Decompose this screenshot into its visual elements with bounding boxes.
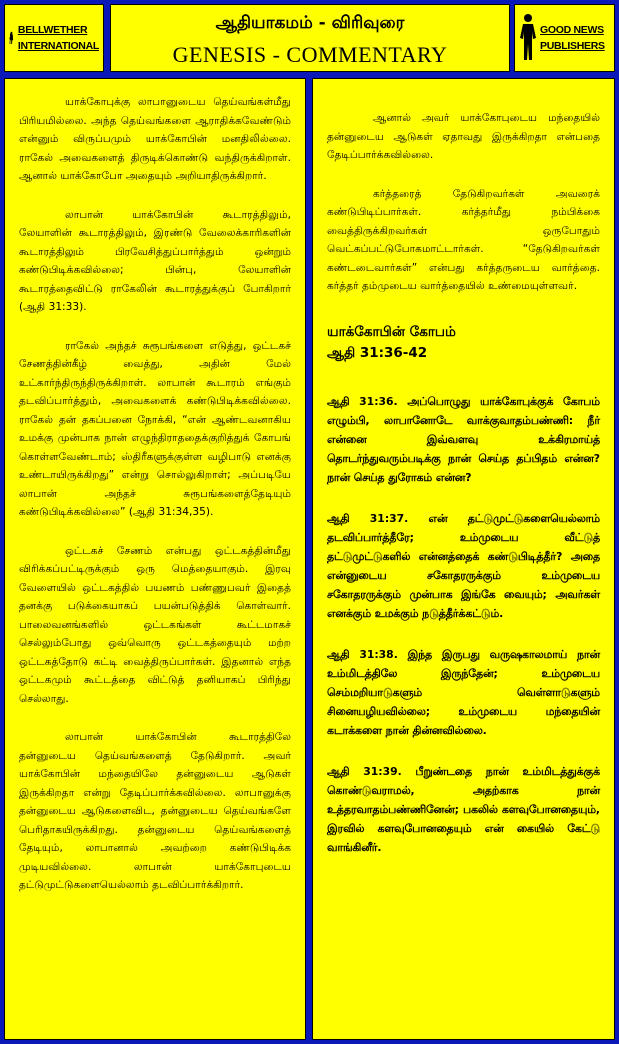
paragraph: லாபான் யாக்கோபின் கூடாரத்திலும், லேயாளின் கூடாரத்திலும், இரண்டு வேலைக்காரிகளின் கூடாரத்திலும் பிரவேசித்துப்பார்த்தும் ஒன்றும் கண்டுபிடிக்கவில்லை; பின்பு, லேயாளின் கூடாரத்தைவிட்டு ராகேலின் கூடாரத்துக்குப் போகிறார் (ஆதி 31:33). [19,208,291,313]
left-column [4,78,306,1040]
paragraph: கர்த்தரைத் தேடுகிறவர்கள் அவரைக் கண்டுபிடிப்பார்கள். கர்த்தர்மீது நம்பிக்கை வைத்திருக்கிறவர்கள் ஒருபோதும் வெட்கப்பட்டுபோகமாட்டார்கள். “தேடுகிறவர்கள் கண்டடைவார்கள்” என்பது கர்த்தருடைய வார்த்தை. கர்த்தர் தம்முடைய வார்த்தையில் உண்மையுள்ளவர். [327,187,600,292]
verse: ஆதி 31:36. அப்பொழுது யாக்கோபுக்குக் கோபம் எழும்பி, லாபானோடே வாக்குவாதம்பண்ணி: நீர் என்னை இவ்வளவு உக்கிரமாய்த் தொடர்ந்துவரும்படிக்கு நான் செய்த தப்பிதம் என்ன? நான் செய்த துரோகம் என்ன? [327,394,600,484]
paragraph: லாபான் யாக்கோபின் கூடாரத்திலே தன்னுடைய தெய்வங்களைத் தேடுகிறார். அவர் யாக்கோபின் மந்தையிலே தன்னுடைய ஆடுகள் இருக்கிறதா என்று தேடிப்பார்க்கவில்லை. லாபானுக்கு தன்னுடைய ஆடுகளைவிட, தன்னுடைய தெய்வங்களே பெரிதாகயிருக்கிறது. தன்னுடைய தெய்வங்களைத் தேடியும், லாபானால் அவற்றை கண்டுபிடிக்க முடியவில்லை. லாபான் யாக்கோபுடைய தட்டுமுட்டுகளையெல்லாம் தடவிப்பார்க்கிறார். [19,731,291,891]
logo-right-line-1: GOOD NEWS [540,24,604,36]
paragraph: ஒட்டகச் சேணம் என்பது ஒட்டகத்தின்மீது விரிக்கப்பட்டிருக்கும் ஒரு மெத்தையாகும். இரவு வேளையில் ஒட்டகத்தில் பயணம் பண்ணுபவர் இதைத் தனக்கு படுக்கையாகப் பயன்படுத்திக் கொள்வார். பாலைவனங்களில் ஒட்டகங்கள் கூட்டமாகச் செல்லும்போது ஒவ்வொரு ஒட்டகத்தையும் மற்ற ஒட்டகத்தோடு கட்டி வைத்திருப்பார்கள். இதனால் எந்த ஒட்டகமும் கூட்டத்தை விட்டுத் தனியாகப் பிரிந்து செல்லாது. [19,544,291,705]
bellwether-sheep-icon [9,12,14,64]
section-heading [327,322,600,364]
section-heading-reference: ஆதி 31:36-42 [327,344,428,361]
right-column [312,78,615,1040]
verse: ஆதி 31:38. இந்த இருபது வருஷகாலமாய் நான் உம்மிடத்திலே இருந்தேன்; உம்முடைய செம்மறியாடுகளும் வெள்ளாடுகளும் சினையழியவில்லை; உம்முடைய மந்தையின் கடாக்களை நான் தின்னவில்லை. [327,647,600,737]
bellwether-logo [4,4,104,72]
paragraph: யாக்கோபுக்கு லாபானுடைய தெய்வங்கள்மீது பிரியமில்லை. அந்த தெய்வங்களை ஆராதிக்கவேண்டும் என்னும் விருப்பமும் யாக்கோபின் மனதிலில்லை. ராகேல் அவைகளைத் திருடிக்கொண்டு வந்திருக்கிறாள். ஆனால் யாக்கோபோ அதையும் அறியாதிருக்கிறார். [19,96,291,182]
logo-left-line-1: BELLWETHER [17,24,88,36]
good-news-man-icon [519,12,537,64]
verse: ஆதி 31:39. பீறுண்டதை நான் உம்மிடத்துக்குக் கொண்டுவராமல், அதற்காக நான் உத்தரவாதம்பண்ணினேன்; பகலில் களவுபோனதையும், இரவில் களவுபோனதையும் என் கையில் கேட்டு வாங்கினீர். [327,764,600,854]
verse: ஆதி 31:37. என் தட்டுமுட்டுகளையெல்லாம் தடவிப்பார்த்தீரே; உம்முடைய வீட்டுத் தட்டுமுட்டுகளில் என்னத்தைக் கண்டுபிடித்தீர்? அதை என்னுடைய சகோதரருக்கும் உம்முடைய சகோதரருக்கும் முன்பாக இங்கே வையும்; அவர்கள் எனக்கும் உமக்கும் நடுத்தீர்க்கட்டும். [327,511,600,620]
title-tamil: ஆதியாகமம் - விரிவுரை [215,13,405,33]
good-news-logo [514,4,615,72]
page-header [110,4,510,72]
title-english: GENESIS - COMMENTARY [172,42,448,67]
paragraph: ஆனால் அவர் யாக்கோபுடைய மந்தையில் தன்னுடைய ஆடுகள் ஏதாவது இருக்கிறதா என்பதை தேடிப்பார்க்கவில்லை. [327,112,600,161]
logo-left-line-2: INTERNATIONAL [17,40,99,52]
section-heading-title: யாக்கோபின் கோபம் [327,323,456,340]
paragraph: ராகேல் அந்தச் சுரூபங்களை எடுத்து, ஒட்டகச் சேணத்தின்கீழ் வைத்து, அதின் மேல் உட்கார்ந்திருந்திருக்கிறாள். லாபான் கூடாரம் எங்கும் தடவிப்பார்த்தும், அவைகளைக் கண்டுபிடிக்கவில்லை. ராகேல் தன் தகப்பனை நோக்கி, “என் ஆண்டவனாகிய உமக்கு முன்பாக நான் எழுந்திராததைக்குறித்துக் கோபங் கொள்ளவேண்டாம்; ஸ்திரீகளுக்குள்ள வழிபாடு எனக்கு உண்டாயிருக்கிறது” என்று சொல்லுகிறாள்; அப்படியே லாபான் அந்தச் சுரூபங்களைத்தேடியும் கண்டுபிடிக்கவில்லை” (ஆதி 31:34,35). [19,339,291,518]
logo-right-line-2: PUBLISHERS [540,40,605,52]
